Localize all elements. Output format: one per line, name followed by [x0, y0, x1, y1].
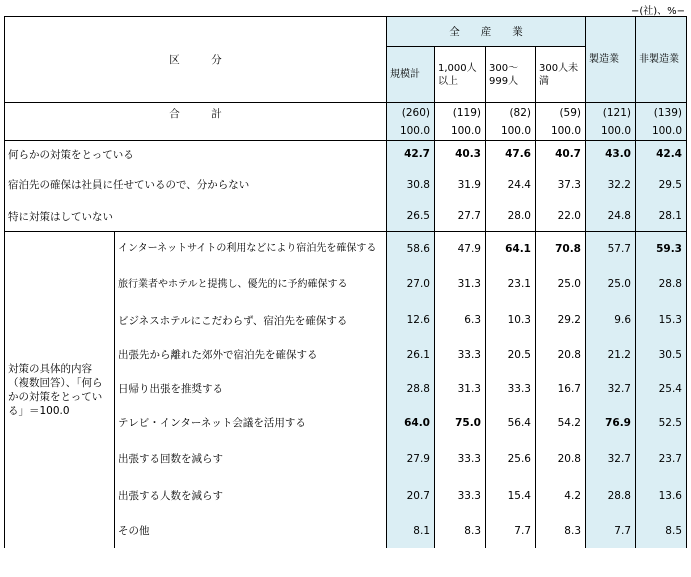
- cell-value: 75.0: [435, 406, 486, 440]
- cell-value: 13.6: [636, 478, 687, 514]
- cell-value: 76.9: [586, 406, 636, 440]
- cell-value: 56.4: [486, 406, 536, 440]
- cell-value: 33.3: [435, 478, 486, 514]
- sub-row-label: インターネットサイトの利用などにより宿泊先を確保する: [115, 232, 387, 266]
- row-label: 特に対策はしていない: [5, 202, 387, 232]
- cell-value: 25.0: [586, 266, 636, 303]
- total-pct: 100.0: [435, 123, 486, 141]
- cell-value: 54.2: [536, 406, 586, 440]
- cell-value: 15.3: [636, 303, 687, 338]
- cell-value: 25.4: [636, 372, 687, 406]
- cell-value: 12.6: [387, 303, 435, 338]
- cell-value: 33.3: [435, 440, 486, 478]
- cell-value: 27.0: [387, 266, 435, 303]
- header-kubun: 区 分: [5, 17, 387, 103]
- cell-value: 4.2: [536, 478, 586, 514]
- cell-value: 47.6: [486, 141, 536, 168]
- survey-table: [4, 16, 687, 548]
- cell-value: 20.7: [387, 478, 435, 514]
- cell-value: 20.5: [486, 338, 536, 372]
- cell-value: 21.2: [586, 338, 636, 372]
- header-1000-plus: 1,000人以上: [435, 47, 486, 103]
- cell-value: 47.9: [435, 232, 486, 266]
- cell-value: 7.7: [586, 514, 636, 548]
- cell-value: 33.3: [486, 372, 536, 406]
- cell-value: 6.3: [435, 303, 486, 338]
- header-under-300: 300人未満: [536, 47, 586, 103]
- cell-value: 40.3: [435, 141, 486, 168]
- cell-value: 37.3: [536, 168, 586, 202]
- cell-value: 9.6: [586, 303, 636, 338]
- cell-value: 70.8: [536, 232, 586, 266]
- header-manufacturing: 製造業: [586, 17, 636, 103]
- cell-value: 57.7: [586, 232, 636, 266]
- cell-value: 31.3: [435, 266, 486, 303]
- cell-value: 30.8: [387, 168, 435, 202]
- cell-value: 28.8: [387, 372, 435, 406]
- header-all-industry: 全 産 業: [387, 17, 586, 47]
- cell-value: 24.8: [586, 202, 636, 232]
- cell-value: 58.6: [387, 232, 435, 266]
- cell-value: 28.8: [586, 478, 636, 514]
- total-pct: 100.0: [586, 123, 636, 141]
- cell-value: 33.3: [435, 338, 486, 372]
- header-total-scale: 規模計: [387, 47, 435, 103]
- cell-value: 24.4: [486, 168, 536, 202]
- cell-value: 27.9: [387, 440, 435, 478]
- total-label: 合 計: [5, 103, 387, 141]
- sub-row-label: ビジネスホテルにこだわらず、宿泊先を確保する: [115, 303, 387, 338]
- cell-value: 64.0: [387, 406, 435, 440]
- cell-value: 42.7: [387, 141, 435, 168]
- cell-value: 28.1: [636, 202, 687, 232]
- cell-value: 22.0: [536, 202, 586, 232]
- cell-value: 59.3: [636, 232, 687, 266]
- header-300-999: 300～999人: [486, 47, 536, 103]
- sub-row-label: 出張する回数を減らす: [115, 440, 387, 478]
- cell-value: 52.5: [636, 406, 687, 440]
- total-count: (139): [636, 103, 687, 123]
- cell-value: 43.0: [586, 141, 636, 168]
- row-label: 宿泊先の確保は社員に任せているので、分からない: [5, 168, 387, 202]
- cell-value: 27.7: [435, 202, 486, 232]
- cell-value: 8.5: [636, 514, 687, 548]
- total-count: (119): [435, 103, 486, 123]
- group-label: 対策の具体的内容（複数回答）、「何らかの対策をとっている」＝100.0: [5, 232, 115, 548]
- total-count: (59): [536, 103, 586, 123]
- cell-value: 29.2: [536, 303, 586, 338]
- cell-value: 8.1: [387, 514, 435, 548]
- cell-value: 31.9: [435, 168, 486, 202]
- cell-value: 8.3: [435, 514, 486, 548]
- cell-value: 32.7: [586, 440, 636, 478]
- cell-value: 26.5: [387, 202, 435, 232]
- cell-value: 7.7: [486, 514, 536, 548]
- total-count: (260): [387, 103, 435, 123]
- cell-value: 26.1: [387, 338, 435, 372]
- cell-value: 30.5: [636, 338, 687, 372]
- cell-value: 10.3: [486, 303, 536, 338]
- sub-row-label: その他: [115, 514, 387, 548]
- cell-value: 28.8: [636, 266, 687, 303]
- cell-value: 23.1: [486, 266, 536, 303]
- cell-value: 15.4: [486, 478, 536, 514]
- total-count: (121): [586, 103, 636, 123]
- cell-value: 31.3: [435, 372, 486, 406]
- cell-value: 64.1: [486, 232, 536, 266]
- cell-value: 28.0: [486, 202, 536, 232]
- cell-value: 25.0: [536, 266, 586, 303]
- total-pct: 100.0: [636, 123, 687, 141]
- total-pct: 100.0: [486, 123, 536, 141]
- cell-value: 20.8: [536, 440, 586, 478]
- total-pct: 100.0: [536, 123, 586, 141]
- cell-value: 25.6: [486, 440, 536, 478]
- total-pct: 100.0: [387, 123, 435, 141]
- sub-row-label: 出張先から離れた郊外で宿泊先を確保する: [115, 338, 387, 372]
- total-count: (82): [486, 103, 536, 123]
- sub-row-label: 出張する人数を減らす: [115, 478, 387, 514]
- sub-row-label: 旅行業者やホテルと提携し、優先的に予約確保する: [115, 266, 387, 303]
- cell-value: 42.4: [636, 141, 687, 168]
- cell-value: 29.5: [636, 168, 687, 202]
- cell-value: 8.3: [536, 514, 586, 548]
- header-non-manufacturing: 非製造業: [636, 17, 687, 103]
- cell-value: 40.7: [536, 141, 586, 168]
- cell-value: 32.7: [586, 372, 636, 406]
- cell-value: 20.8: [536, 338, 586, 372]
- cell-value: 23.7: [636, 440, 687, 478]
- sub-row-label: テレビ・インターネット会議を活用する: [115, 406, 387, 440]
- cell-value: 32.2: [586, 168, 636, 202]
- row-label: 何らかの対策をとっている: [5, 141, 387, 168]
- unit-note: −(社)、%−: [630, 6, 685, 17]
- sub-row-label: 日帰り出張を推奨する: [115, 372, 387, 406]
- cell-value: 16.7: [536, 372, 586, 406]
